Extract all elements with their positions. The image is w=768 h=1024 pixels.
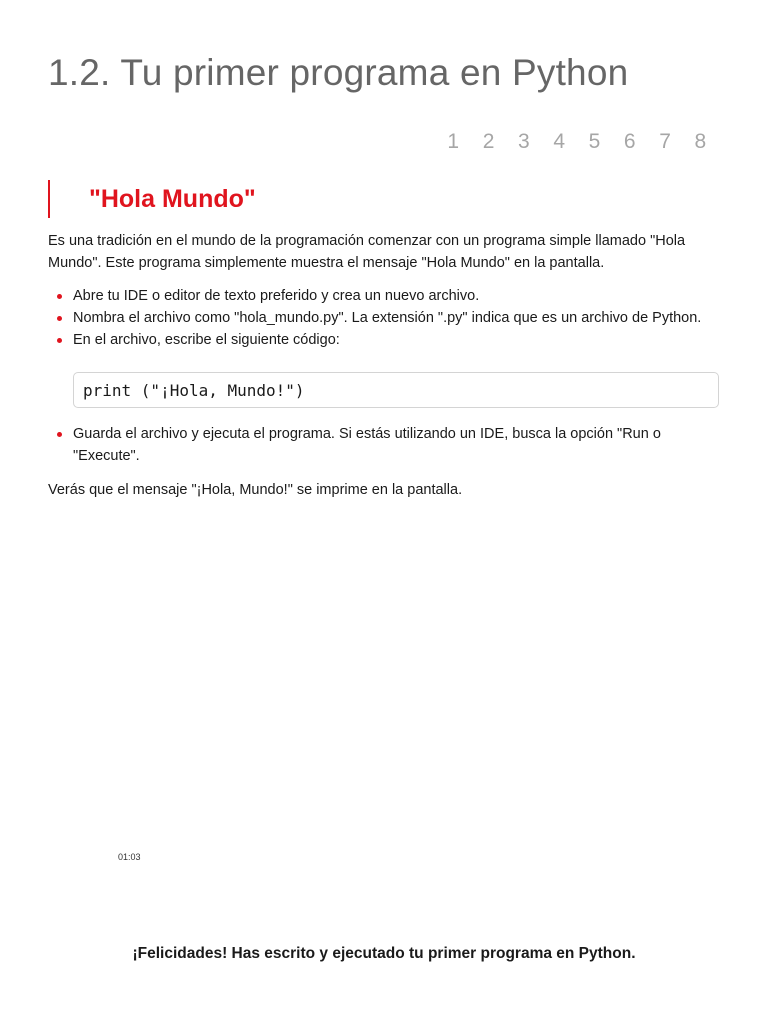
page-link-8[interactable]: 8 <box>694 130 707 153</box>
step-text: Abre tu IDE o editor de texto preferido y crea un nuevo archivo. <box>73 288 480 304</box>
page-link-1[interactable]: 1 <box>447 130 460 153</box>
page-pagination <box>436 130 718 154</box>
code-block <box>73 372 719 408</box>
list-item <box>48 423 728 467</box>
page-link-4[interactable]: 4 <box>553 130 565 153</box>
bullet-icon <box>57 338 62 343</box>
steps-list <box>48 285 728 351</box>
intro-paragraph: Es una tradición en el mundo de la programación comenzar con un programa simple llamado "Hola Mundo". Este programa simplemente muestra el mensaje "Hola Mundo" en la pantalla. <box>48 233 686 271</box>
page-link-2[interactable]: 2 <box>482 130 495 153</box>
code-snippet: print ("¡Hola, Mundo!") <box>83 380 305 400</box>
bullet-icon <box>57 316 62 321</box>
page-link-7[interactable]: 7 <box>659 130 671 153</box>
bullet-icon <box>57 432 62 437</box>
section-title: "Hola Mundo" <box>89 184 256 213</box>
page-link-3[interactable]: 3 <box>518 130 530 153</box>
list-item <box>48 307 728 329</box>
page-link-6[interactable]: 6 <box>623 130 636 153</box>
step-text: Nombra el archivo como "hola_mundo.py". La extensión ".py" indica que es un archivo de Python. <box>73 310 702 326</box>
result-paragraph: Verás que el mensaje "¡Hola, Mundo!" se imprime en la pantalla. <box>48 482 463 498</box>
steps-list-continued <box>48 423 728 467</box>
list-item <box>48 285 728 307</box>
step-text: Guarda el archivo y ejecuta el programa. Si estás utilizando un IDE, busca la opción "Run o "Execute". <box>73 426 661 464</box>
step-text: En el archivo, escribe el siguiente código: <box>73 332 340 348</box>
section-header <box>48 180 256 218</box>
page-link-5[interactable]: 5 <box>588 130 601 153</box>
video-timestamp: 01:03 <box>118 852 141 862</box>
bullet-icon <box>57 294 62 299</box>
congrats-message: ¡Felicidades! Has escrito y ejecutado tu primer programa en Python. <box>132 945 636 962</box>
list-item <box>48 329 728 351</box>
section-accent-bar <box>48 180 50 218</box>
page-title: 1.2. Tu primer programa en Python <box>48 52 629 93</box>
